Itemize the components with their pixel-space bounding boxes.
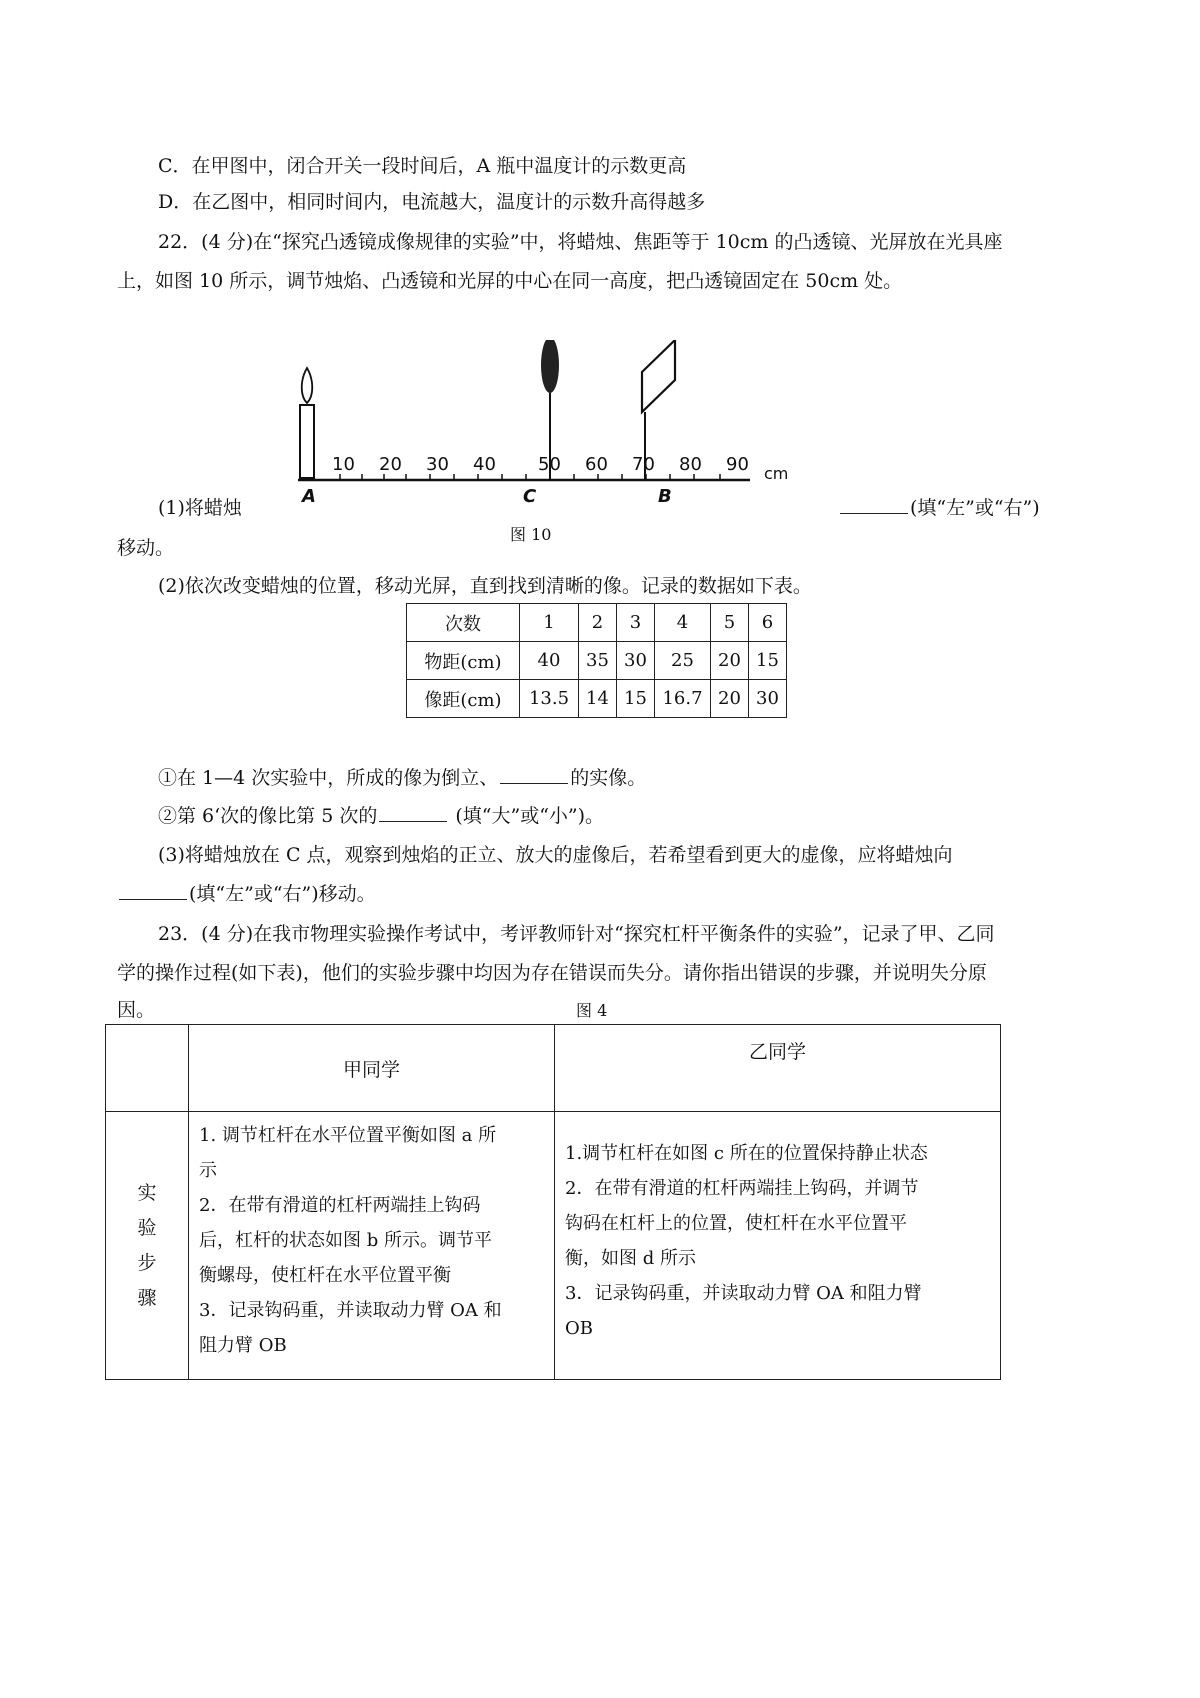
step-line: OB (565, 1318, 593, 1339)
table-row (407, 642, 787, 680)
answer-blank[interactable] (119, 881, 187, 900)
q23-line2: 学的操作过程(如下表)，他们的实验步骤中均因为存在错误而失分。请你指出错误的步骤，并说明失分原 (117, 962, 987, 984)
table-cell: 15 (749, 642, 787, 680)
tick-label: 30 (426, 454, 449, 475)
table-cell: 3 (617, 604, 655, 642)
table-cell: 4 (655, 604, 711, 642)
table-cell: 5 (711, 604, 749, 642)
table-cell: 6 (749, 604, 787, 642)
light-screen (642, 340, 675, 412)
tick-label: 10 (332, 454, 355, 475)
figure-10-caption: 图 10 (510, 525, 552, 544)
step-line: 阻力臂 OB (199, 1335, 287, 1356)
step-line: 衡螺母，使杠杆在水平位置平衡 (199, 1265, 451, 1286)
convex-lens (541, 340, 559, 393)
point-b-label: B (658, 486, 672, 507)
table-cell: 40 (520, 642, 579, 680)
step-line: 后，杠杆的状态如图 b 所示。调节平 (199, 1230, 492, 1251)
header-student-a: 甲同学 (189, 1025, 555, 1112)
table-cell: 1 (520, 604, 579, 642)
table-cell: 20 (711, 680, 749, 718)
point-c-label: C (523, 486, 537, 507)
q23-line1: 23．(4 分)在我市物理实验操作考试中，考评教师针对“探究杠杆平衡条件的实验”，记录了甲、乙同 (158, 923, 995, 945)
tick-label: 40 (473, 454, 496, 475)
table-row (407, 604, 787, 642)
answer-blank[interactable] (500, 765, 568, 784)
table-row (106, 1112, 1001, 1380)
tick-label: 90 (726, 454, 749, 475)
part1-suffix: (填“左”或“右”) (838, 495, 1040, 521)
table-cell: 15 (617, 680, 655, 718)
sub2: ②第 6‘次的像比第 5 次的 (填“大”或“小”)。 (158, 805, 605, 827)
student-a-steps (189, 1112, 555, 1380)
student-b-steps (555, 1112, 1001, 1380)
table-cell: 14 (579, 680, 617, 718)
table-cell: 16.7 (655, 680, 711, 718)
step-line: 示 (199, 1160, 217, 1181)
tick-label: 50 (538, 454, 561, 475)
answer-blank[interactable] (840, 495, 908, 514)
part1-line2: 移动。 (117, 537, 175, 559)
table-cell: 30 (749, 680, 787, 718)
candle (300, 405, 314, 478)
row-label-experiment-steps: 实 验 步 骤 (106, 1112, 189, 1380)
step-line: 3．记录钩码重，并读取动力臂 OA 和阻力臂 (565, 1283, 922, 1304)
table-cell: 35 (579, 642, 617, 680)
part3-line1: (3)将蜡烛放在 C 点，观察到烛焰的正立、放大的虚像后，若希望看到更大的虚像，应将蜡烛向 (158, 844, 953, 866)
q22-line1: 22．(4 分)在“探究凸透镜成像规律的实验”中，将蜡烛、焦距等于 10cm 的凸透镜、光屏放在光具座 (158, 231, 1003, 253)
step-line: 1. 调节杠杆在水平位置平衡如图 a 所 (199, 1125, 497, 1146)
table-cell: 2 (579, 604, 617, 642)
answer-blank[interactable] (379, 803, 447, 822)
step-line: 1.调节杠杆在如图 c 所在的位置保持静止状态 (565, 1143, 928, 1164)
point-a-label: A (302, 486, 316, 507)
option-d: D．在乙图中，相同时间内，电流越大，温度计的示数升高得越多 (158, 191, 706, 213)
part1-prefix: (1)将蜡烛 (158, 497, 242, 519)
tick-label: 60 (585, 454, 608, 475)
step-line: 2．在带有滑道的杠杆两端挂上钩码 (199, 1195, 481, 1216)
empty-header-cell (106, 1025, 189, 1112)
steps-table (105, 1024, 1001, 1380)
table-cell: 25 (655, 642, 711, 680)
figure-10-optical-bench (280, 340, 800, 520)
table-row (106, 1025, 1001, 1112)
step-line: 钩码在杠杆上的位置，使杠杆在水平位置平 (565, 1213, 907, 1234)
table-cell: 30 (617, 642, 655, 680)
part3-line2: (填“左”或“右”)移动。 (117, 881, 376, 907)
table-header: 物距(cm) (407, 642, 520, 680)
figure-4-caption: 图 4 (576, 1001, 608, 1020)
tick-label: 20 (379, 454, 402, 475)
table-header: 次数 (407, 604, 520, 642)
table-row (407, 680, 787, 718)
tick-label: 80 (679, 454, 702, 475)
table-cell: 20 (711, 642, 749, 680)
option-c: C．在甲图中，闭合开关一段时间后，A 瓶中温度计的示数更高 (158, 155, 687, 177)
data-table (406, 603, 787, 718)
sub1: ①在 1—4 次实验中，所成的像为倒立、 的实像。 (158, 767, 647, 789)
tick-label: 70 (632, 454, 655, 475)
unit-label: cm (764, 464, 789, 483)
table-cell: 13.5 (520, 680, 579, 718)
header-student-b: 乙同学 (555, 1025, 1001, 1112)
step-line: 2．在带有滑道的杠杆两端挂上钩码，并调节 (565, 1178, 919, 1199)
part2: (2)依次改变蜡烛的位置，移动光屏，直到找到清晰的像。记录的数据如下表。 (158, 575, 812, 597)
q23-line3: 因。 (117, 999, 156, 1021)
step-line: 衡，如图 d 所示 (565, 1248, 696, 1269)
table-header: 像距(cm) (407, 680, 520, 718)
flame-icon (302, 368, 313, 403)
step-line: 3．记录钩码重，并读取动力臂 OA 和 (199, 1300, 502, 1321)
q22-line2: 上，如图 10 所示，调节烛焰、凸透镜和光屏的中心在同一高度，把凸透镜固定在 50cm 处。 (117, 270, 903, 292)
